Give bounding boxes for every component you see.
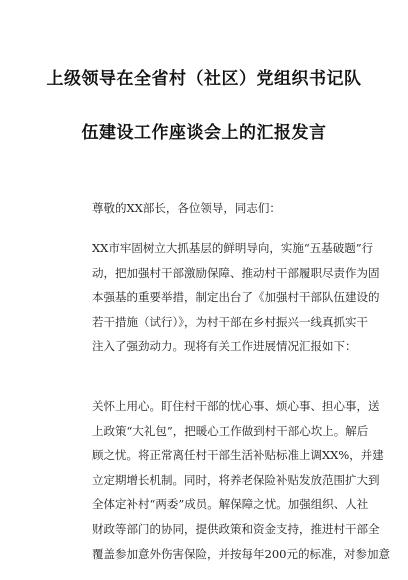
document-title-line-2: 伍建设工作座谈会上的汇报发言 — [81, 123, 327, 143]
paragraph-line: 顾之忧。将正常离任村干部生活补贴标准上调XX%，并建 — [92, 448, 384, 463]
paragraph-line: 全体定补村“两委”成员。解保障之忧。加强组织、人社 — [92, 497, 369, 512]
paragraph-line: 覆盖参加意外伤害保险，并按每年200元的标准，对参加意 — [92, 546, 390, 561]
paragraph-line: 立定期增长机制。同时，将养老保险补贴发放范围扩大到 — [92, 472, 380, 487]
paragraph-line: 上政策“大礼包”，把暖心工作做到村干部心坎上。解后 — [92, 423, 369, 438]
paragraph-2 — [92, 394, 390, 566]
paragraph-line: 关怀上用心。盯住村干部的忧心事、烦心事、担心事，送 — [92, 399, 380, 413]
paragraph-1 — [92, 236, 380, 359]
paragraph-line: XX市牢固树立大抓基层的鲜明导向，实施“五基破题”行 — [92, 241, 374, 255]
paragraph-line: 动，把加强村干部激励保障、推动村干部履职尽责作为固 — [92, 265, 380, 280]
document-title-line-1: 上级领导在全省村（社区）党组织书记队 — [46, 69, 362, 89]
paragraph-line: 注入了强劲动力。现将有关工作进展情况汇报如下： — [92, 339, 357, 354]
paragraph-line: 财政等部门的协同，提供政策和资金支持，推进村干部全 — [92, 521, 380, 536]
paragraph-line: 本强基的重要举措，制定出台了《加强村干部队伍建设的 — [92, 290, 380, 305]
salutation: 尊敬的XX部长，各位领导，同志们： — [92, 201, 281, 215]
paragraph-line: 若干措施（试行）》，为村干部在乡村振兴一线真抓实干 — [92, 314, 368, 329]
